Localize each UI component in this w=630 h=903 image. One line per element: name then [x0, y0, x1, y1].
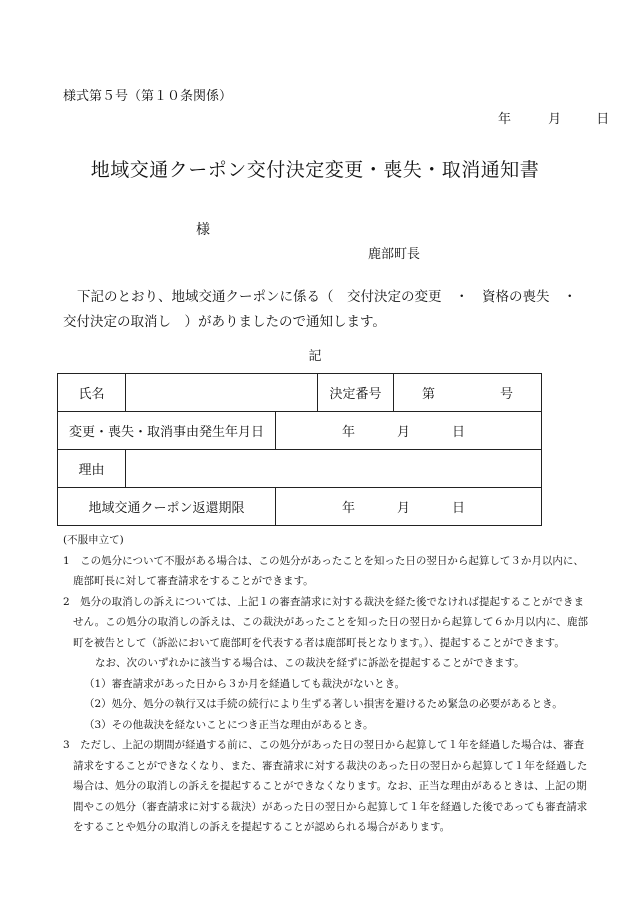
- notice-table: [57, 373, 542, 526]
- appeal-notice: [63, 530, 589, 838]
- event-date-month: 月: [396, 425, 410, 440]
- appeal-p3-line: をすることや処分の取消しの訴えを提起することが認められる場合があります。: [73, 821, 451, 833]
- name-value-cell: [126, 374, 318, 412]
- return-deadline-day: 日: [451, 501, 465, 516]
- notice-body-line-2: 交付決定の取消し ）がありましたので通知します。: [63, 314, 386, 330]
- return-deadline-cell: [276, 488, 542, 526]
- appeal-p2-item: （1）審査請求があった日から３か月を経過しても裁決がないとき。: [84, 677, 406, 690]
- appeal-p2-line: 町を被告として（訴訟において鹿部町を代表する者は鹿部町長となります。）、提起することができます。: [73, 636, 565, 649]
- recipient-honorific: 様: [196, 222, 210, 238]
- ki-heading: 記: [308, 349, 322, 364]
- table-row-reason: [58, 450, 542, 488]
- appeal-p2-item: （2）処分、処分の執行又は手続の続行により生ずる著しい損害を避けるため緊急の必要があるとき。: [84, 698, 563, 710]
- table-row-return-deadline: [58, 488, 542, 526]
- event-date-label: 変更・喪失・取消事由発生年月日: [58, 412, 276, 450]
- appeal-p2-item: （3）その他裁決を経ないことにつき正当な理由があるとき。: [84, 718, 374, 731]
- appeal-p3-line: 請求をすることができなくなり、また、審査請求に対する裁決のあった日の翌日から起算して１年を経過した: [73, 759, 588, 772]
- appeal-p3-line: 場合は、処分の取消しの訴えを提起することができなくなります。なお、正当な理由があるときは、上記の期: [73, 780, 587, 792]
- appeal-p1-line: 1 この処分について不服がある場合は、この処分があったことを知った日の翌日から起算して３か月以内に、: [63, 554, 584, 567]
- event-date-cell: [276, 412, 542, 450]
- decision-number-cell: [394, 374, 542, 412]
- decision-number-suffix: 号: [499, 387, 513, 402]
- event-date-year: 年: [341, 425, 355, 440]
- return-deadline-year: 年: [341, 501, 355, 516]
- appeal-p2-line: 2 処分の取消しの訴えについては、上記１の審査請求に対する裁決を経た後でなければ提起することができま: [63, 595, 584, 608]
- appeal-p3-line: 3 ただし、上記の期間が経過する前に、この処分があった日の翌日から起算して１年を経過した場合は、審査: [63, 739, 585, 751]
- return-deadline-label: 地域交通クーポン返還期限: [58, 488, 276, 526]
- date-day-label: 日: [596, 112, 610, 127]
- issue-date: [475, 108, 609, 127]
- reason-label: 理由: [58, 450, 126, 488]
- appeal-p3-line: 間やこの処分（審査請求に対する裁決）があった日の翌日から起算して１年を経過した後であっても審査請求: [73, 800, 588, 813]
- date-month-label: 月: [548, 112, 562, 127]
- form-number: 様式第５号（第１０条関係）: [63, 89, 233, 104]
- name-label: 氏名: [58, 374, 126, 412]
- event-date-day: 日: [451, 425, 465, 440]
- table-row-event-date: [58, 412, 542, 450]
- notice-body: [63, 285, 578, 335]
- date-year-label: 年: [497, 112, 511, 127]
- appeal-p2-line: せん。この処分の取消しの訴えは、この裁決があったことを知った日の翌日から起算して６か月以内に、鹿部: [73, 616, 589, 628]
- decision-number-label: 決定番号: [318, 374, 394, 412]
- appeal-p1-line: 鹿部町長に対して審査請求をすることができます。: [73, 575, 314, 587]
- document-title: 地域交通クーポン交付決定変更・喪失・取消通知書: [90, 159, 540, 181]
- reason-value-cell: [126, 450, 542, 488]
- appeal-p2-line: なお、次のいずれかに該当する場合は、この裁決を経ずに訴訟を提起することができます。: [95, 657, 525, 669]
- appeal-heading: (不服申立て): [63, 534, 124, 546]
- issuer-name: 鹿部町長: [368, 247, 421, 262]
- return-deadline-month: 月: [396, 501, 410, 516]
- table-row-name: [58, 374, 542, 412]
- notice-body-line-1: 下記のとおり、地域交通クーポンに係る（ 交付決定の変更 ・ 資格の喪失 ・: [77, 289, 577, 305]
- decision-number-prefix: 第: [422, 387, 436, 402]
